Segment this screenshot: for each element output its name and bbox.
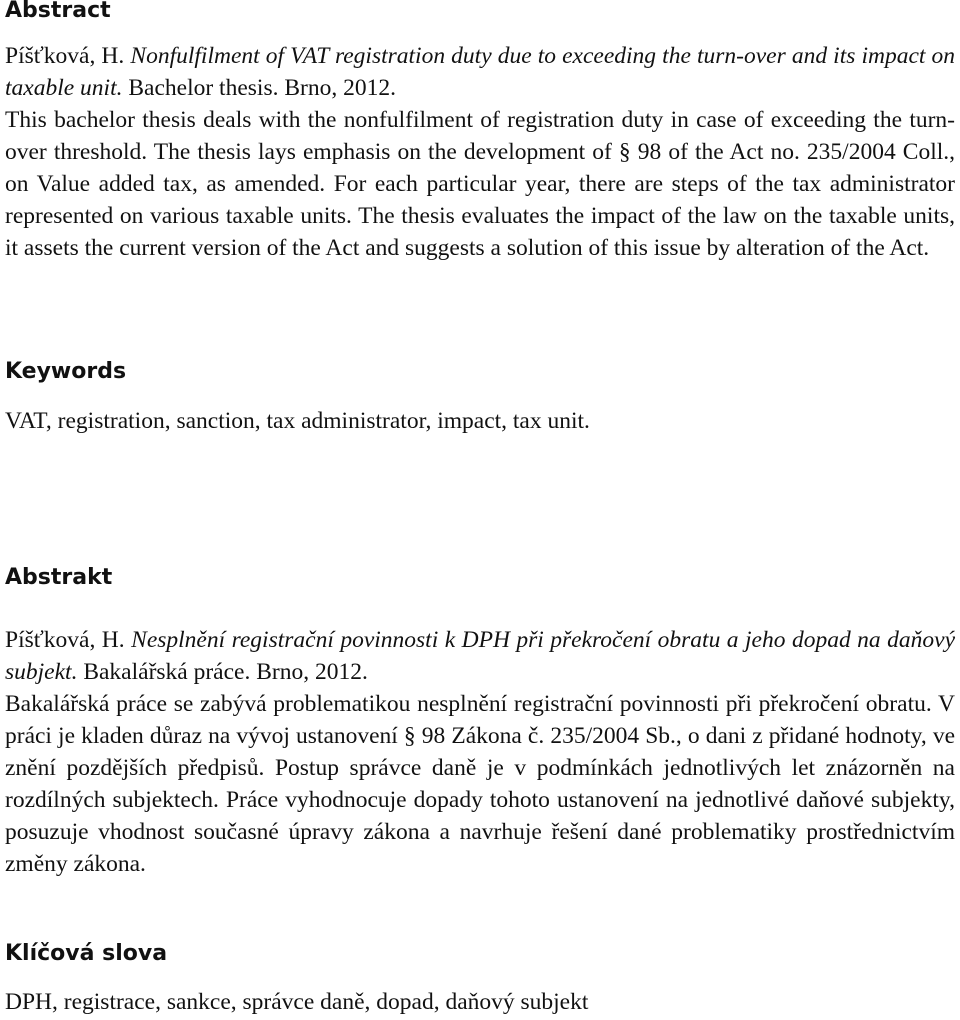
citace-author: Píšťková, H. <box>5 627 125 653</box>
klicova-slova-list: DPH, registrace, sankce, správce daně, dopad, daňový subjekt <box>5 989 589 1015</box>
citace-title: Nesplnění registrační povinnosti k DPH při překročení obratu a jeho dopad na daňový subjekt. <box>5 627 956 685</box>
abstract-body: This bachelor thesis deals with the nonfulfilment of registration duty in case of exceeding the turn-over threshold. The thesis lays emphasis on the development of § 98 of the Act no. 235/2004 Coll., on Value added tax, as amended. For each particular year, there are steps of the tax administrator represented on various taxable units. The thesis evaluates the impact of the law on the taxable units, it assets the current version of the Act and suggests a solution of this issue by alteration of the Act. <box>5 107 955 261</box>
abstract-heading: Abstract <box>5 0 111 23</box>
abstract-citation <box>5 40 955 104</box>
klicova-slova-heading: Klíčová slova <box>5 941 168 966</box>
abstrakt-citation <box>5 624 955 688</box>
keywords-list: VAT, registration, sanction, tax administrator, impact, tax unit. <box>5 408 590 434</box>
citace-details: Bakalářská práce. Brno, 2012. <box>83 659 368 685</box>
keywords-heading: Keywords <box>5 359 127 384</box>
citation-title: Nonfulfilment of VAT registration duty due to exceeding the turn-over and its impact on taxable unit. <box>5 43 956 101</box>
citation-author: Píšťková, H. <box>5 43 125 69</box>
abstrakt-heading: Abstrakt <box>5 565 113 590</box>
abstrakt-body: Bakalářská práce se zabývá problematikou nesplnění registrační povinnosti při překročení obratu. V práci je kladen důraz na vývoj ustanovení § 98 Zákona č. 235/2004 Sb., o dani z přidané hodnoty, ve znění pozdějších předpisů. Postup správce daně je v podmínkách jednotlivých let znázorněn na rozdílných subjektech. Práce vyhodnocuje dopady tohoto ustanovení na jednotlivé daňové subjekty, posuzuje vhodnost současné úpravy zákona a navrhuje řešení dané problematiky prostřednictvím změny zákona. <box>5 691 955 877</box>
citation-details: Bachelor thesis. Brno, 2012. <box>128 75 396 101</box>
